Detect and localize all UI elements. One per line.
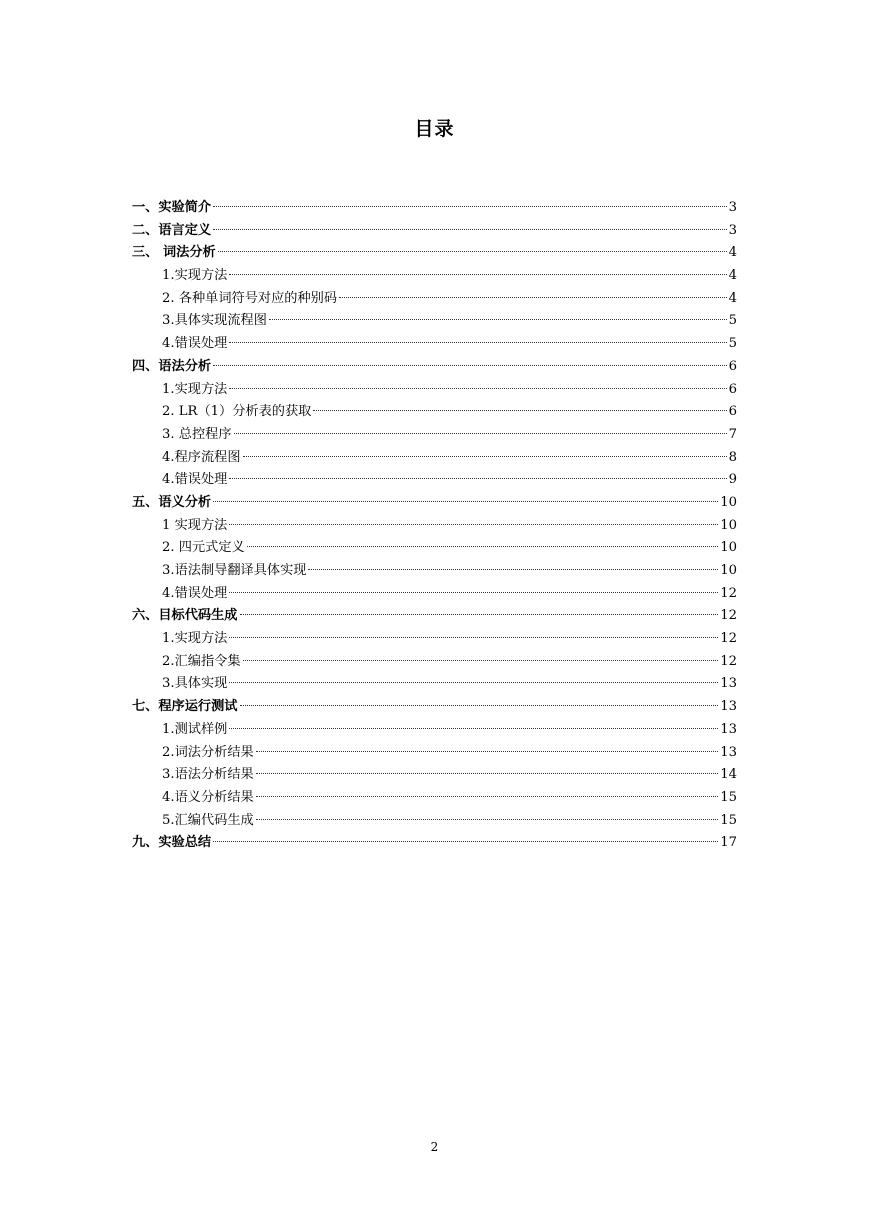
- toc-entry-title: 4.语义分析结果: [162, 789, 254, 805]
- toc-entry-title: 九、实验总结: [132, 835, 212, 851]
- toc-dot-leader: [218, 251, 727, 252]
- toc-entry-title: 2. 各种单词符号对应的种别码: [162, 290, 338, 306]
- toc-dot-leader: [256, 819, 719, 820]
- toc-entry-page-number: 4: [728, 245, 737, 261]
- toc-subsection-entry[interactable]: [132, 628, 737, 651]
- toc-entry-title: 3.语法制导翻译具体实现: [162, 563, 307, 578]
- toc-entry-title: 2.词法分析结果: [162, 744, 254, 760]
- toc-entry-title: 3.具体实现流程图: [162, 313, 267, 329]
- toc-dot-leader: [213, 206, 726, 207]
- toc-dot-leader: [213, 229, 726, 230]
- toc-subsection-entry[interactable]: [132, 447, 737, 470]
- table-of-contents: [132, 197, 737, 855]
- toc-entry-title: 1.实现方法: [162, 268, 228, 284]
- toc-entry-page-number: 17: [720, 835, 737, 851]
- toc-entry-title: 1.实现方法: [162, 631, 228, 647]
- toc-subsection-entry[interactable]: [132, 764, 737, 787]
- toc-dot-leader: [229, 342, 726, 343]
- toc-entry-page-number: 15: [720, 789, 737, 805]
- toc-entry-title: 1.实现方法: [162, 381, 228, 397]
- toc-section-entry[interactable]: [132, 220, 737, 243]
- toc-dot-leader: [229, 592, 718, 593]
- toc-entry-page-number: 12: [720, 585, 737, 601]
- toc-subsection-entry[interactable]: [132, 560, 737, 583]
- toc-entry-title: 2.汇编指令集: [162, 653, 241, 669]
- toc-dot-leader: [339, 297, 727, 298]
- toc-dot-leader: [229, 388, 726, 389]
- toc-entry-page-number: 13: [720, 744, 737, 760]
- toc-subsection-entry[interactable]: [132, 310, 737, 333]
- toc-section-entry[interactable]: [132, 696, 737, 719]
- toc-entry-page-number: 5: [728, 313, 737, 329]
- toc-entry-page-number: 4: [728, 290, 737, 306]
- toc-dot-leader: [234, 433, 727, 434]
- toc-dot-leader: [243, 456, 727, 457]
- toc-dot-leader: [229, 274, 726, 275]
- toc-section-entry[interactable]: [132, 492, 737, 515]
- toc-section-entry[interactable]: [132, 197, 737, 220]
- toc-entry-title: 2. 四元式定义: [162, 540, 245, 556]
- toc-entry-page-number: 5: [728, 336, 737, 352]
- toc-entry-title: 三、 词法分析: [132, 245, 216, 261]
- toc-subsection-entry[interactable]: [132, 742, 737, 765]
- toc-dot-leader: [256, 796, 719, 797]
- toc-subsection-entry[interactable]: [132, 537, 737, 560]
- toc-entry-page-number: 6: [728, 404, 737, 420]
- toc-subsection-entry[interactable]: [132, 787, 737, 810]
- toc-entry-page-number: 9: [728, 472, 737, 488]
- toc-subsection-entry[interactable]: [132, 424, 737, 447]
- toc-dot-leader: [256, 773, 719, 774]
- toc-dot-leader: [229, 728, 718, 729]
- page-title: 目录: [414, 118, 455, 140]
- toc-entry-title: 六、目标代码生成: [132, 608, 238, 624]
- toc-dot-leader: [213, 365, 726, 366]
- toc-dot-leader: [229, 478, 726, 479]
- toc-entry-page-number: 8: [728, 449, 737, 465]
- page-number: 2: [430, 1140, 439, 1154]
- toc-subsection-entry[interactable]: [132, 515, 737, 538]
- toc-entry-page-number: 4: [728, 268, 737, 284]
- toc-subsection-entry[interactable]: [132, 333, 737, 356]
- toc-dot-leader: [269, 319, 727, 320]
- toc-entry-page-number: 12: [720, 631, 737, 647]
- toc-dot-leader: [213, 841, 718, 842]
- toc-entry-page-number: 13: [720, 676, 737, 692]
- toc-entry-page-number: 14: [720, 767, 737, 783]
- toc-dot-leader: [256, 751, 719, 752]
- toc-subsection-entry[interactable]: [132, 673, 737, 696]
- toc-subsection-entry[interactable]: [132, 583, 737, 606]
- toc-dot-leader: [240, 614, 719, 615]
- toc-entry-page-number: 10: [720, 540, 737, 556]
- toc-entry-title: 4.错误处理: [162, 336, 228, 352]
- toc-entry-title: 七、程序运行测试: [132, 699, 238, 715]
- toc-entry-page-number: 10: [720, 563, 737, 578]
- toc-entry-page-number: 6: [728, 358, 737, 374]
- toc-entry-title: 1.测试样例: [162, 721, 228, 737]
- toc-dot-leader: [243, 660, 719, 661]
- toc-entry-page-number: 6: [728, 381, 737, 397]
- toc-subsection-entry[interactable]: [132, 265, 737, 288]
- toc-entry-title: 4.错误处理: [162, 585, 228, 601]
- toc-subsection-entry[interactable]: [132, 401, 737, 424]
- toc-section-entry[interactable]: [132, 356, 737, 379]
- toc-entry-title: 四、语法分析: [132, 358, 212, 374]
- toc-dot-leader: [229, 524, 718, 525]
- toc-entry-page-number: 10: [720, 494, 737, 510]
- toc-entry-title: 2. LR（1）分析表的获取: [162, 404, 312, 420]
- toc-entry-title: 5.汇编代码生成: [162, 812, 254, 828]
- toc-section-entry[interactable]: [132, 605, 737, 628]
- toc-entry-page-number: 15: [720, 812, 737, 828]
- toc-dot-leader: [313, 410, 726, 411]
- toc-entry-page-number: 13: [720, 721, 737, 737]
- toc-dot-leader: [247, 546, 719, 547]
- toc-entry-title: 一、实验简介: [132, 200, 212, 215]
- toc-entry-title: 3. 总控程序: [162, 426, 232, 442]
- toc-subsection-entry[interactable]: [132, 379, 737, 402]
- toc-dot-leader: [229, 682, 718, 683]
- toc-dot-leader: [240, 705, 719, 706]
- toc-entry-page-number: 3: [728, 222, 737, 238]
- toc-entry-title: 3.具体实现: [162, 676, 228, 692]
- toc-subsection-entry[interactable]: [132, 810, 737, 833]
- toc-subsection-entry[interactable]: [132, 469, 737, 492]
- toc-entry-title: 3.语法分析结果: [162, 767, 254, 783]
- toc-entry-page-number: 3: [728, 200, 737, 215]
- toc-subsection-entry[interactable]: [132, 719, 737, 742]
- toc-subsection-entry[interactable]: [132, 288, 737, 311]
- toc-entry-page-number: 13: [720, 699, 737, 715]
- toc-entry-page-number: 10: [720, 517, 737, 533]
- toc-dot-leader: [213, 501, 718, 502]
- toc-entry-title: 二、语言定义: [132, 222, 212, 238]
- toc-section-entry[interactable]: [132, 832, 737, 855]
- toc-entry-page-number: 12: [720, 653, 737, 669]
- toc-entry-page-number: 7: [728, 426, 737, 442]
- toc-entry-title: 4.错误处理: [162, 472, 228, 488]
- toc-entry-title: 1 实现方法: [162, 517, 228, 533]
- toc-dot-leader: [308, 569, 718, 570]
- toc-entry-title: 五、语义分析: [132, 494, 212, 510]
- toc-section-entry[interactable]: [132, 242, 737, 265]
- toc-dot-leader: [229, 637, 718, 638]
- toc-subsection-entry[interactable]: [132, 651, 737, 674]
- toc-entry-title: 4.程序流程图: [162, 449, 241, 465]
- toc-entry-page-number: 12: [720, 608, 737, 624]
